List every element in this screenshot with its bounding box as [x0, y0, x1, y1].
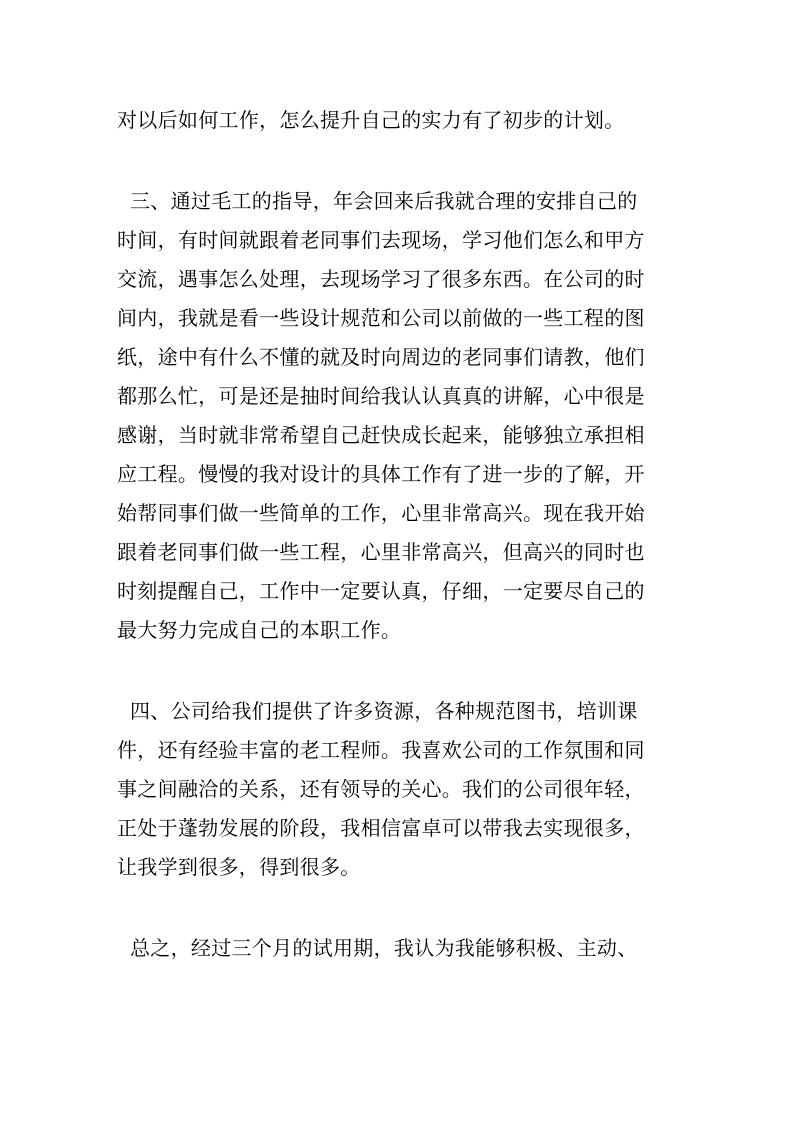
paragraph-line: 感谢，当时就非常希望自己赶快成长起来，能够独立承担相: [117, 423, 645, 447]
paragraph-line: 让我学到很多，得到很多。: [117, 855, 361, 879]
paragraph-line: 事之间融洽的关系，还有领导的关心。我们的公司很年轻，: [117, 777, 645, 801]
paragraph-line: 对以后如何工作，怎么提升自己的实力有了初步的计划。: [117, 108, 625, 132]
paragraph-line: 跟着老同事们做一些工程，心里非常高兴，但高兴的同时也: [117, 540, 645, 564]
paragraph-line: 纸，途中有什么不懂的就及时向周边的老同事们请教，他们: [117, 345, 645, 369]
paragraph-line: 三、通过毛工的指导，年会回来后我就合理的安排自己的: [130, 189, 638, 213]
paragraph-line: 时刻提醒自己，工作中一定要认真，仔细，一定要尽自己的: [117, 579, 645, 603]
paragraph-line: 最大努力完成自己的本职工作。: [117, 618, 402, 642]
paragraph-line: 应工程。慢慢的我对设计的具体工作有了进一步的了解，开: [117, 462, 645, 486]
paragraph-line: 都那么忙，可是还是抽时间给我认认真真的讲解，心中很是: [117, 384, 645, 408]
paragraph-line: 始帮同事们做一些简单的工作，心里非常高兴。现在我开始: [117, 501, 645, 525]
paragraph-line: 间内，我就是看一些设计规范和公司以前做的一些工程的图: [117, 306, 645, 330]
paragraph-line: 交流，遇事怎么处理，去现场学习了很多东西。在公司的时: [117, 267, 645, 291]
paragraph-line: 时间，有时间就跟着老同事们去现场，学习他们怎么和甲方: [117, 228, 645, 252]
paragraph-line: 件，还有经验丰富的老工程师。我喜欢公司的工作氛围和同: [117, 738, 645, 762]
paragraph-line: 总之，经过三个月的试用期，我认为我能够积极、主动、: [130, 936, 638, 960]
paragraph-line: 四、公司给我们提供了许多资源，各种规范图书，培训课: [130, 699, 638, 723]
paragraph-line: 正处于蓬勃发展的阶段，我相信富卓可以带我去实现很多，: [117, 816, 645, 840]
